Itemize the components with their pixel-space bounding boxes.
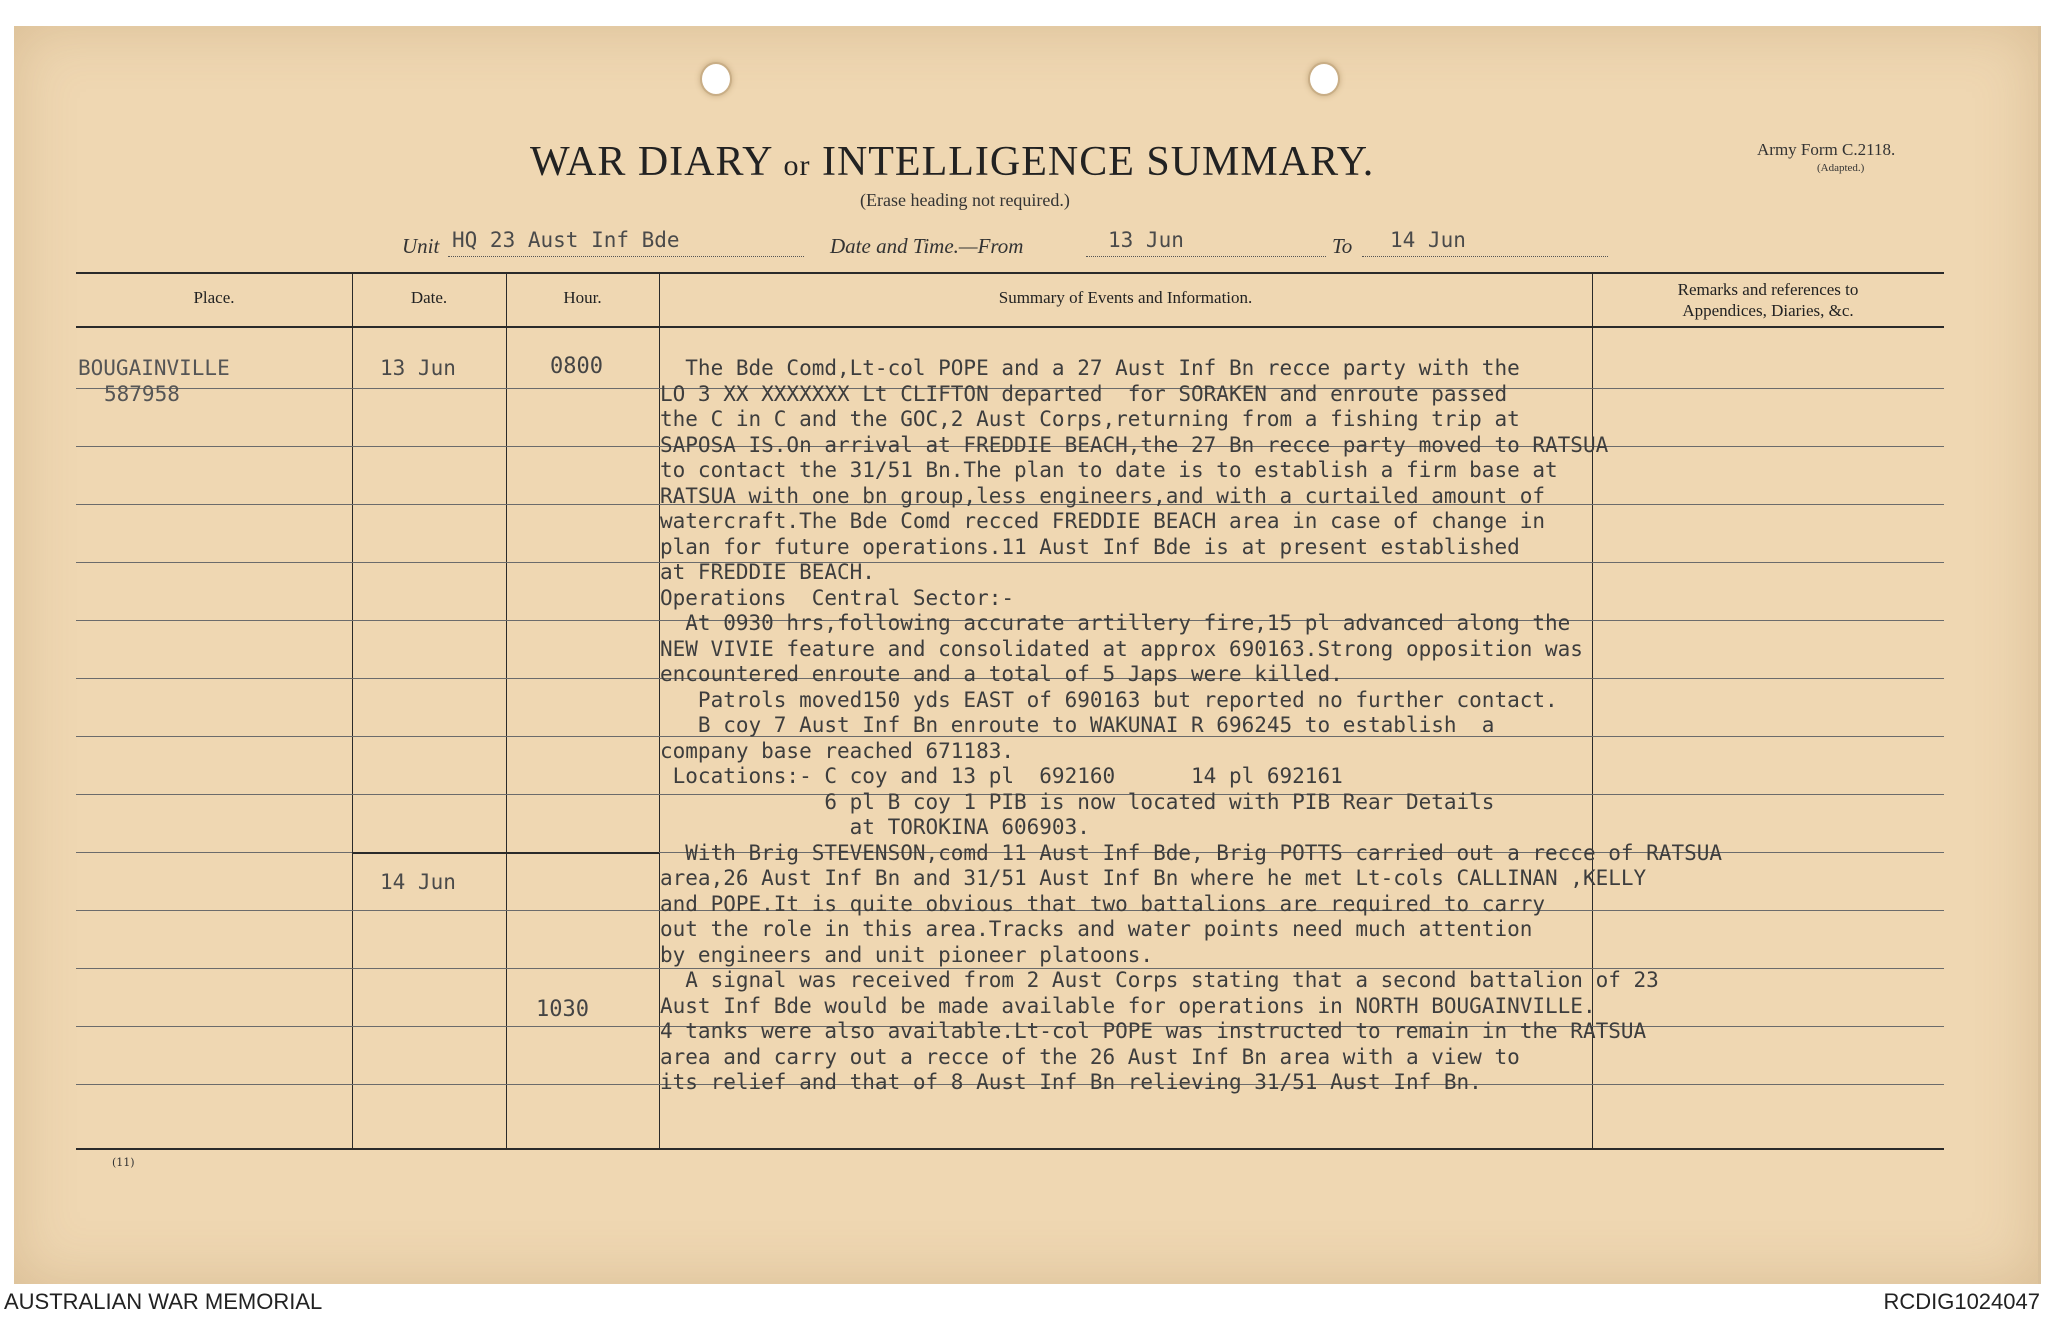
date-entry-13-jun: 13 Jun [380,356,456,380]
summary-line: the C in C and the GOC,2 Aust Corps,returning from a fishing trip at [660,407,1520,431]
army-form-number: Army Form C.2118. [1757,140,1896,159]
unit-label: Unit [402,234,440,258]
summary-line: out the role in this area.Tracks and water points need much attention [660,917,1533,941]
summary-line: by engineers and unit pioneer platoons. [660,943,1154,967]
summary-line: 4 tanks were also available.Lt-col POPE was instructed to remain in the RATSUA [660,1019,1647,1043]
form-title [530,138,1374,186]
date-from-label: Date and Time.—From [830,234,1024,258]
column-header-place: Place. [193,288,235,307]
date-from-line [1086,256,1326,257]
summary-line: Locations:- C coy and 13 pl 692160 14 pl 692161 [660,764,1343,788]
hour-entry-1030: 1030 [536,997,589,1022]
summary-line: With Brig STEVENSON,comd 11 Aust Inf Bde, Brig POTTS carried out a recce of RATSUA [660,841,1723,865]
summary-line: NEW VIVIE feature and consolidated at approx 690163.Strong opposition was [660,637,1583,661]
summary-line: at TOROKINA 606903. [660,815,1090,839]
column-header-summary: Summary of Events and Information. [998,288,1253,307]
summary-line: at FREDDIE BEACH. [660,560,875,584]
date-entry-14-jun: 14 Jun [380,870,456,894]
summary-line: Aust Inf Bde would be made available for operations in NORTH BOUGAINVILLE. [660,994,1596,1018]
column-header-hour: Hour. [563,288,602,307]
unit-value: HQ 23 Aust Inf Bde [452,228,680,252]
column-header-remarks-line1: Remarks and references to [1677,280,1859,299]
ruled-line [76,562,1944,563]
form-subtitle: (Erase heading not required.) [860,190,1070,210]
summary-line: At 0930 hrs,following accurate artillery fire,15 pl advanced along the [660,611,1571,635]
column-divider-place [352,272,353,1148]
table-top-border [76,272,1944,274]
summary-line: Patrols moved150 yds EAST of 690163 but reported no further contact. [660,688,1558,712]
summary-line: its relief and that of 8 Aust Inf Bn relieving 31/51 Aust Inf Bn. [660,1070,1482,1094]
summary-line: 6 pl B coy 1 PIB is now located with PIB Rear Details [660,790,1495,814]
summary-line: B coy 7 Aust Inf Bn enroute to WAKUNAI R 696245 to establish a [660,713,1495,737]
summary-line: company base reached 671183. [660,739,1015,763]
table-bottom-border [76,1148,1944,1150]
summary-line: area and carry out a recce of the 26 Aust Inf Bn area with a view to [660,1045,1520,1069]
punch-hole-left [700,62,732,96]
place-entry: BOUGAINVILLE [78,356,230,380]
column-header-remarks-line2: Appendices, Diaries, &c. [1682,301,1854,320]
date-from-value: 13 Jun [1108,228,1184,252]
column-header-date: Date. [410,288,448,307]
summary-line: watercraft.The Bde Comd recced FREDDIE BEACH area in case of change in [660,509,1546,533]
summary-line: plan for future operations.11 Aust Inf Bde is at present established [660,535,1520,559]
summary-line: SAPOSA IS.On arrival at FREDDIE BEACH,the 27 Bn recce party moved to RATSUA [660,433,1609,457]
title-part2: INTELLIGENCE SUMMARY. [821,139,1375,185]
archive-institution: AUSTRALIAN WAR MEMORIAL [4,1289,323,1314]
summary-line: and POPE.It is quite obvious that two battalions are required to carry [660,892,1546,916]
unit-line [448,256,804,257]
summary-line: LO 3 XX XXXXXXX Lt CLIFTON departed for SORAKEN and enroute passed [660,382,1508,406]
summary-line: to contact the 31/51 Bn.The plan to date is to establish a firm base at [660,458,1558,482]
title-or: or [783,149,811,182]
adapted-note: (Adapted.) [1817,162,1865,174]
date-to-value: 14 Jun [1390,228,1466,252]
summary-line: A signal was received from 2 Aust Corps stating that a second battalion of 23 [660,968,1659,992]
summary-line: RATSUA with one bn group,less engineers,and with a curtailed amount of [660,484,1546,508]
day-separator [352,852,659,854]
table-header-border [76,326,1944,328]
place-map-reference: 587958 [104,382,180,406]
archive-reference: RCDIG1024047 [1883,1289,2040,1314]
summary-line: The Bde Comd,Lt-col POPE and a 27 Aust Inf Bn recce party with the [660,356,1520,380]
form-footer-number: (11) [112,1156,135,1169]
date-to-label: To [1332,234,1353,258]
summary-line: Operations Central Sector:- [660,586,1015,610]
punch-hole-right [1308,62,1340,96]
date-to-line [1362,256,1608,257]
summary-line: area,26 Aust Inf Bn and 31/51 Aust Inf Bn where he met Lt-cols CALLINAN ,KELLY [660,866,1647,890]
title-part1: WAR DIARY [530,139,772,185]
column-divider-date [506,272,507,1148]
summary-line: encountered enroute and a total of 5 Japs were killed. [660,662,1343,686]
hour-entry-0800: 0800 [550,354,603,379]
